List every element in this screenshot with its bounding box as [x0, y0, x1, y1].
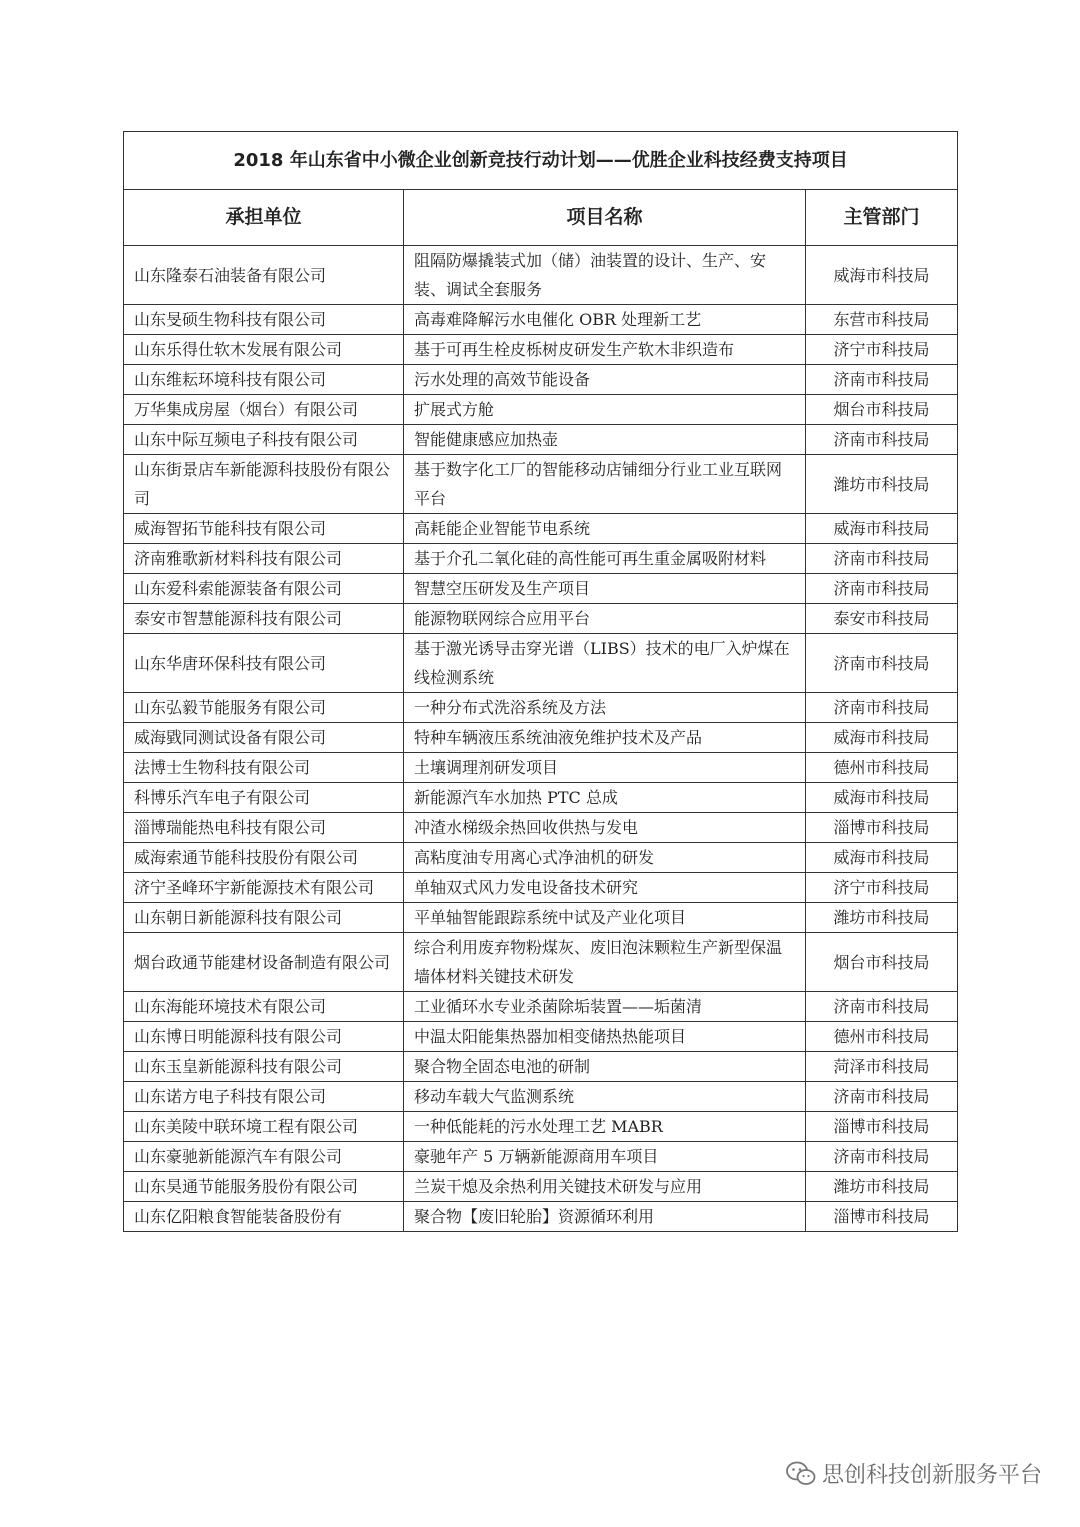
- unit-cell: 科博乐汽车电子有限公司: [124, 783, 404, 813]
- project-cell: 智慧空压研发及生产项目: [404, 574, 806, 604]
- dept-cell: 潍坊市科技局: [806, 1172, 958, 1202]
- dept-cell: 烟台市科技局: [806, 933, 958, 992]
- project-cell: 污水处理的高效节能设备: [404, 365, 806, 395]
- project-cell: 高毒难降解污水电催化 OBR 处理新工艺: [404, 305, 806, 335]
- project-cell: 智能健康感应加热壶: [404, 425, 806, 455]
- dept-cell: 潍坊市科技局: [806, 455, 958, 514]
- project-cell: 综合利用废弃物粉煤灰、废旧泡沫颗粒生产新型保温墙体材料关键技术研发: [404, 933, 806, 992]
- table-row: [124, 693, 958, 723]
- unit-cell: 山东豪驰新能源汽车有限公司: [124, 1142, 404, 1172]
- table-row: [124, 1022, 958, 1052]
- dept-cell: 菏泽市科技局: [806, 1052, 958, 1082]
- unit-cell: 山东隆泰石油装备有限公司: [124, 246, 404, 305]
- table-row: [124, 783, 958, 813]
- table-row: [124, 246, 958, 305]
- project-cell: 冲渣水梯级余热回收供热与发电: [404, 813, 806, 843]
- table-row: [124, 634, 958, 693]
- unit-cell: 淄博瑞能热电科技有限公司: [124, 813, 404, 843]
- project-cell: 聚合物全固态电池的研制: [404, 1052, 806, 1082]
- unit-cell: 山东昊通节能服务股份有限公司: [124, 1172, 404, 1202]
- table-row: [124, 1172, 958, 1202]
- unit-cell: 山东美陵中联环境工程有限公司: [124, 1112, 404, 1142]
- table-row: [124, 903, 958, 933]
- project-cell: 基于介孔二氧化硅的高性能可再生重金属吸附材料: [404, 544, 806, 574]
- unit-cell: 济宁圣峰环宇新能源技术有限公司: [124, 873, 404, 903]
- dept-cell: 济宁市科技局: [806, 335, 958, 365]
- unit-cell: 山东中际互频电子科技有限公司: [124, 425, 404, 455]
- table-row: [124, 335, 958, 365]
- project-cell: 基于数字化工厂的智能移动店铺细分行业工业互联网平台: [404, 455, 806, 514]
- project-table: [123, 131, 958, 1232]
- project-cell: 兰炭干熄及余热利用关键技术研发与应用: [404, 1172, 806, 1202]
- table-row: [124, 992, 958, 1022]
- dept-cell: 济南市科技局: [806, 634, 958, 693]
- table-row: [124, 843, 958, 873]
- unit-cell: 山东弘毅节能服务有限公司: [124, 693, 404, 723]
- table-row: [124, 1052, 958, 1082]
- table-row: [124, 574, 958, 604]
- header-unit: 承担单位: [124, 190, 404, 246]
- unit-cell: 泰安市智慧能源科技有限公司: [124, 604, 404, 634]
- table-row: [124, 365, 958, 395]
- dept-cell: 济南市科技局: [806, 574, 958, 604]
- dept-cell: 济南市科技局: [806, 1082, 958, 1112]
- unit-cell: 山东维耘环境科技有限公司: [124, 365, 404, 395]
- dept-cell: 威海市科技局: [806, 843, 958, 873]
- project-cell: 平单轴智能跟踪系统中试及产业化项目: [404, 903, 806, 933]
- unit-cell: 威海智拓节能科技有限公司: [124, 514, 404, 544]
- dept-cell: 东营市科技局: [806, 305, 958, 335]
- table-row: [124, 813, 958, 843]
- table-row: [124, 544, 958, 574]
- project-cell: 土壤调理剂研发项目: [404, 753, 806, 783]
- dept-cell: 威海市科技局: [806, 514, 958, 544]
- unit-cell: 山东海能环境技术有限公司: [124, 992, 404, 1022]
- dept-cell: 烟台市科技局: [806, 395, 958, 425]
- unit-cell: 威海戥同测试设备有限公司: [124, 723, 404, 753]
- unit-cell: 山东华唐环保科技有限公司: [124, 634, 404, 693]
- table-body: [124, 246, 958, 1232]
- project-cell: 聚合物【废旧轮胎】资源循环利用: [404, 1202, 806, 1232]
- table-row: [124, 455, 958, 514]
- table-row: [124, 1082, 958, 1112]
- project-cell: 新能源汽车水加热 PTC 总成: [404, 783, 806, 813]
- table-title: 2018 年山东省中小微企业创新竞技行动计划——优胜企业科技经费支持项目: [124, 132, 958, 190]
- dept-cell: 济南市科技局: [806, 992, 958, 1022]
- project-cell: 一种低能耗的污水处理工艺 MABR: [404, 1112, 806, 1142]
- dept-cell: 济南市科技局: [806, 365, 958, 395]
- unit-cell: 山东旻硕生物科技有限公司: [124, 305, 404, 335]
- project-cell: 豪驰年产 5 万辆新能源商用车项目: [404, 1142, 806, 1172]
- watermark: [786, 1458, 1042, 1489]
- table-row: [124, 753, 958, 783]
- dept-cell: 淄博市科技局: [806, 1112, 958, 1142]
- watermark-text: 思创科技创新服务平台: [821, 1463, 1042, 1488]
- unit-cell: 山东玉皇新能源科技有限公司: [124, 1052, 404, 1082]
- unit-cell: 山东街景店车新能源科技股份有限公司: [124, 455, 404, 514]
- unit-cell: 法博士生物科技有限公司: [124, 753, 404, 783]
- project-cell: 移动车载大气监测系统: [404, 1082, 806, 1112]
- project-cell: 高粘度油专用离心式净油机的研发: [404, 843, 806, 873]
- project-cell: 能源物联网综合应用平台: [404, 604, 806, 634]
- unit-cell: 山东爱科索能源装备有限公司: [124, 574, 404, 604]
- header-dept: 主管部门: [806, 190, 958, 246]
- dept-cell: 济南市科技局: [806, 1142, 958, 1172]
- table-row: [124, 514, 958, 544]
- table-row: [124, 933, 958, 992]
- dept-cell: 淄博市科技局: [806, 1202, 958, 1232]
- unit-cell: 山东朝日新能源科技有限公司: [124, 903, 404, 933]
- table-row: [124, 873, 958, 903]
- dept-cell: 济南市科技局: [806, 425, 958, 455]
- project-cell: 一种分布式洗浴系统及方法: [404, 693, 806, 723]
- dept-cell: 威海市科技局: [806, 723, 958, 753]
- dept-cell: 威海市科技局: [806, 246, 958, 305]
- dept-cell: 潍坊市科技局: [806, 903, 958, 933]
- unit-cell: 烟台政通节能建材设备制造有限公司: [124, 933, 404, 992]
- unit-cell: 山东乐得仕软木发展有限公司: [124, 335, 404, 365]
- dept-cell: 威海市科技局: [806, 783, 958, 813]
- project-cell: 单轴双式风力发电设备技术研究: [404, 873, 806, 903]
- unit-cell: 万华集成房屋（烟台）有限公司: [124, 395, 404, 425]
- project-cell: 工业循环水专业杀菌除垢装置——垢菌清: [404, 992, 806, 1022]
- table-row: [124, 305, 958, 335]
- unit-cell: 山东亿阳粮食智能装备股份有: [124, 1202, 404, 1232]
- dept-cell: 淄博市科技局: [806, 813, 958, 843]
- header-row: [124, 190, 958, 246]
- dept-cell: 济南市科技局: [806, 693, 958, 723]
- table-row: [124, 395, 958, 425]
- project-cell: 扩展式方舱: [404, 395, 806, 425]
- project-cell: 阻隔防爆撬装式加（储）油装置的设计、生产、安装、调试全套服务: [404, 246, 806, 305]
- unit-cell: 山东诺方电子科技有限公司: [124, 1082, 404, 1112]
- unit-cell: 威海索通节能科技股份有限公司: [124, 843, 404, 873]
- dept-cell: 济宁市科技局: [806, 873, 958, 903]
- project-cell: 特种车辆液压系统油液免维护技术及产品: [404, 723, 806, 753]
- project-cell: 基于可再生栓皮栎树皮研发生产软木非织造布: [404, 335, 806, 365]
- table-row: [124, 1142, 958, 1172]
- unit-cell: 济南雅歌新材料科技有限公司: [124, 544, 404, 574]
- unit-cell: 山东博日明能源科技有限公司: [124, 1022, 404, 1052]
- wechat-icon: [786, 1461, 816, 1487]
- table-row: [124, 425, 958, 455]
- project-cell: 中温太阳能集热器加相变储热热能项目: [404, 1022, 806, 1052]
- dept-cell: 泰安市科技局: [806, 604, 958, 634]
- dept-cell: 德州市科技局: [806, 753, 958, 783]
- table-row: [124, 1202, 958, 1232]
- project-cell: 高耗能企业智能节电系统: [404, 514, 806, 544]
- table-row: [124, 604, 958, 634]
- project-cell: 基于激光诱导击穿光谱（LIBS）技术的电厂入炉煤在线检测系统: [404, 634, 806, 693]
- table-row: [124, 723, 958, 753]
- header-project: 项目名称: [404, 190, 806, 246]
- dept-cell: 济南市科技局: [806, 544, 958, 574]
- dept-cell: 德州市科技局: [806, 1022, 958, 1052]
- table-row: [124, 1112, 958, 1142]
